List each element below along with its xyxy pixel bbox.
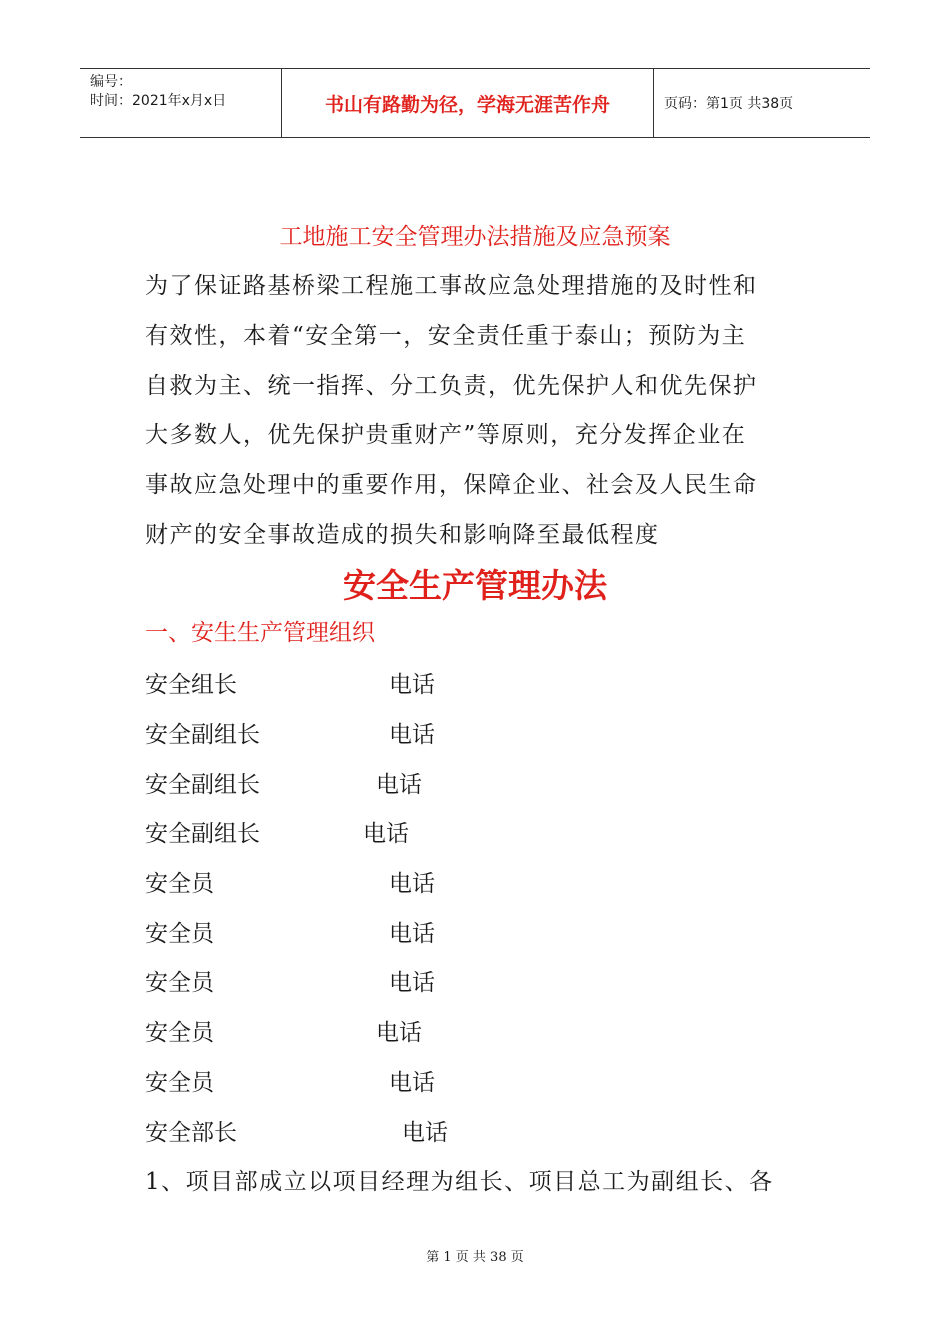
subsection-title: 一、安生生产管理组织 <box>145 620 375 646</box>
document-title: 工地施工安全管理办法措施及应急预案 <box>279 224 671 250</box>
intro-line: 为了保证路基桥梁工程施工事故应急处理措施的及时性和 <box>145 273 758 299</box>
role-phone-label: 电话 <box>376 772 422 798</box>
role-name: 安全组长 <box>145 672 237 698</box>
intro-line: 大多数人，优先保护贵重财产”等原则，充分发挥企业在 <box>145 422 747 449</box>
time-label: 时间：2021年x月x日 <box>90 93 227 109</box>
role-phone-label: 电话 <box>389 672 435 698</box>
header-table <box>80 68 870 138</box>
role-name: 安全副组长 <box>145 772 260 798</box>
header-meta-cell <box>80 69 282 137</box>
role-phone-label: 电话 <box>389 1070 435 1096</box>
intro-paragraph <box>145 262 815 561</box>
section-title: 安全生产管理办法 <box>343 566 607 605</box>
role-name: 安全部长 <box>145 1120 237 1146</box>
intro-line: 事故应急处理中的重要作用，保障企业、社会及人民生命 <box>145 472 758 499</box>
role-name: 安全员 <box>145 921 214 947</box>
role-name: 安全员 <box>145 1020 214 1046</box>
role-name: 安全员 <box>145 1070 214 1096</box>
role-phone-label: 电话 <box>389 970 435 996</box>
role-phone-label: 电话 <box>389 722 435 748</box>
role-name: 安全副组长 <box>145 722 260 748</box>
role-phone-label: 电话 <box>389 921 435 947</box>
paragraph-1: 1、项目部成立以项目经理为组长、项目总工为副组长、各 <box>145 1169 774 1195</box>
role-name: 安全员 <box>145 970 214 996</box>
role-name: 安全员 <box>145 871 214 897</box>
number-label: 编号： <box>90 74 132 90</box>
role-phone-label: 电话 <box>363 821 409 847</box>
role-phone-label: 电话 <box>389 871 435 897</box>
role-phone-label: 电话 <box>402 1120 448 1146</box>
role-phone-label: 电话 <box>376 1020 422 1046</box>
header-motto: 书山有路勤为径，学海无涯苦作舟 <box>282 69 654 137</box>
intro-line: 自救为主、统一指挥、分工负责，优先保护人和优先保护 <box>145 372 758 399</box>
page-footer: 第 1 页 共 38 页 <box>426 1250 524 1265</box>
intro-line: 财产的安全事故造成的损失和影响降至最低程度 <box>145 521 660 548</box>
intro-line: 有效性，本着“安全第一，安全责任重于泰山；预防为主 <box>145 322 747 349</box>
role-name: 安全副组长 <box>145 821 260 847</box>
header-page-info: 页码：第1页 共38页 <box>664 96 794 112</box>
